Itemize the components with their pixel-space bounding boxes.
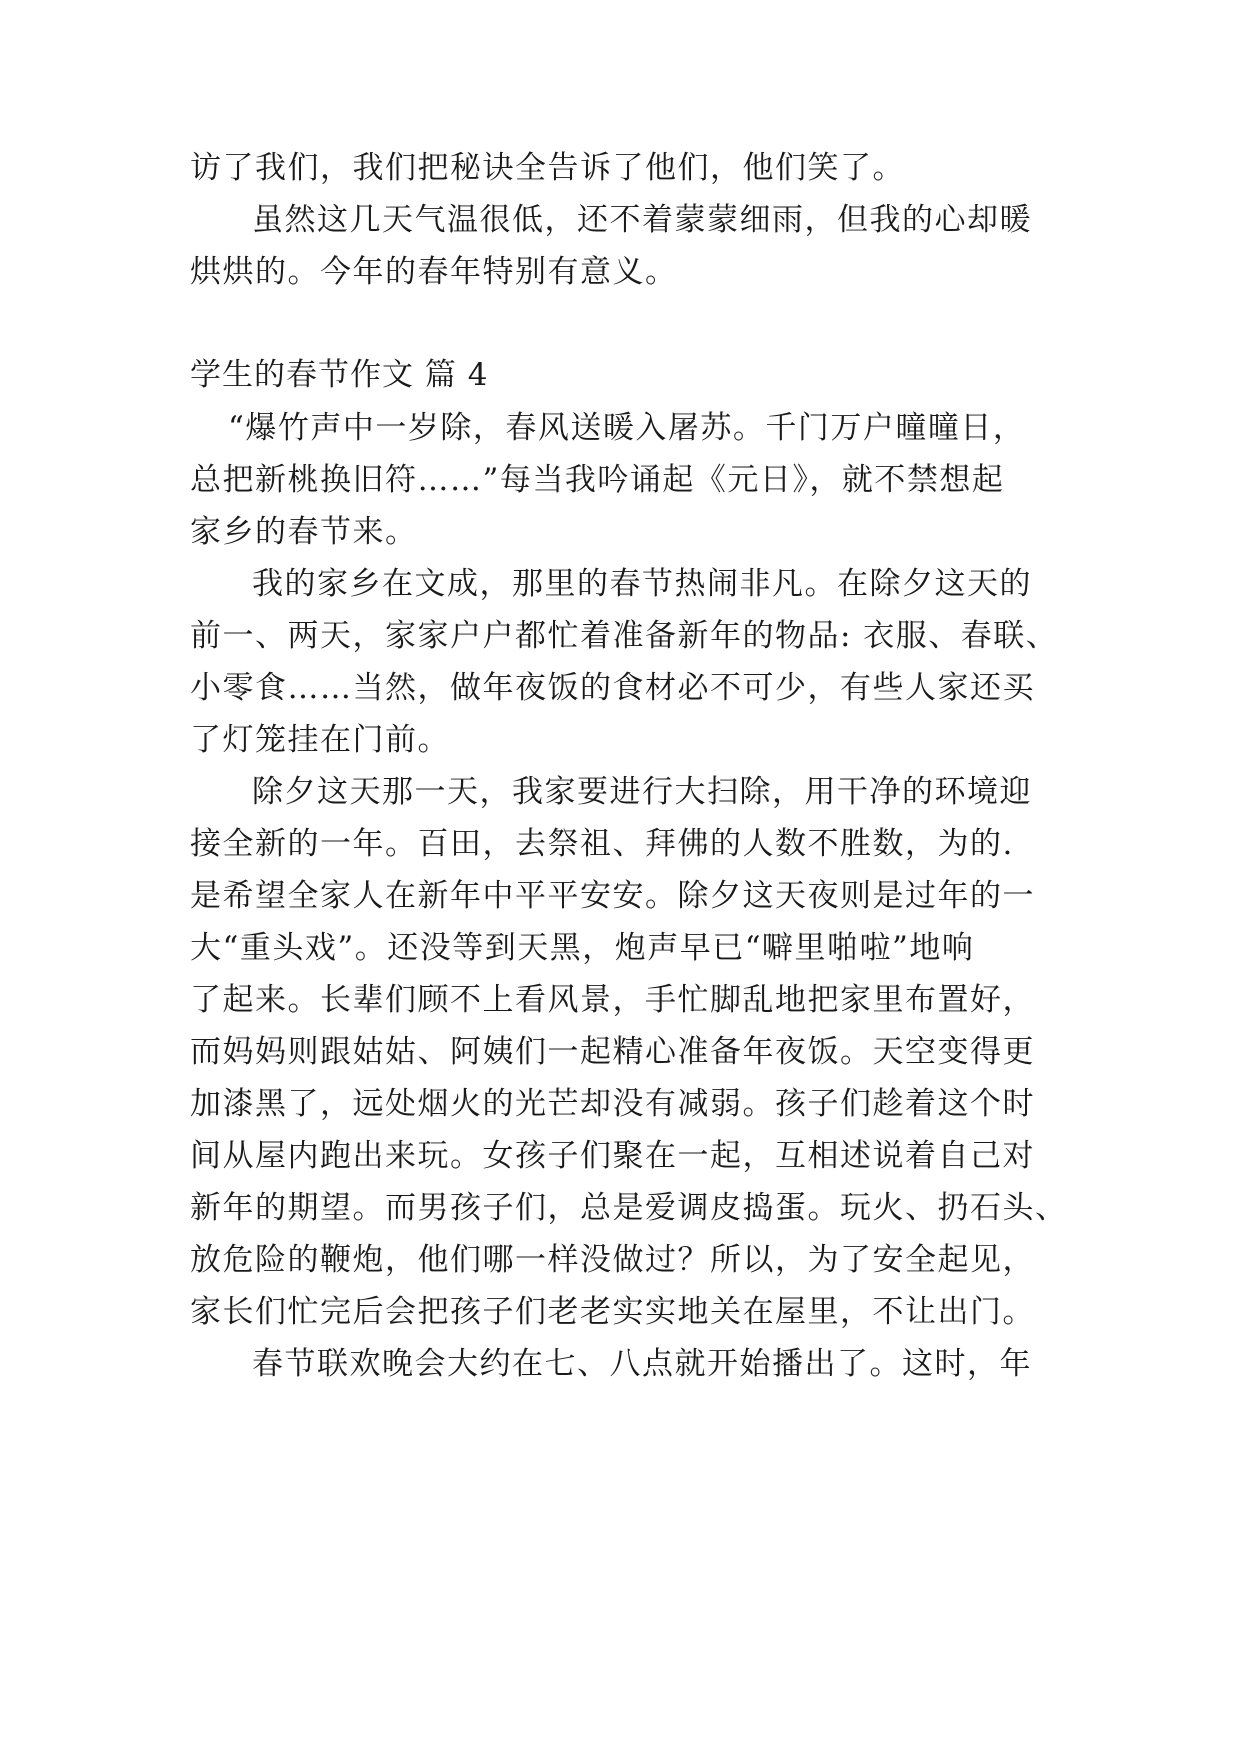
text-line: 大“重头戏”。还没等到天黑，炮声早已“噼里啪啦”地响 <box>190 930 975 966</box>
text-line: 加漆黑了，远处烟火的光芒却没有减弱。孩子们趁着这个时 <box>190 1086 1035 1122</box>
text-line: 除夕这天那一天，我家要进行大扫除，用干净的环境迎 <box>252 774 1032 810</box>
text-line: 放危险的鞭炮，他们哪一样没做过？所以，为了安全起见， <box>190 1242 1035 1278</box>
text-line: 而妈妈则跟姑姑、阿姨们一起精心准备年夜饭。天空变得更 <box>190 1034 1035 1070</box>
text-line: 接全新的一年。百田，去祭祖、拜佛的人数不胜数，为的. <box>190 826 1014 862</box>
text-line: 是希望全家人在新年中平平安安。除夕这天夜则是过年的一 <box>190 878 1035 914</box>
text-line: 了灯笼挂在门前。 <box>190 722 450 758</box>
text-line: “爆竹声中一岁除，春风送暖入屠苏。千门万户曈曈日， <box>228 410 1026 446</box>
text-line: 家乡的春节来。 <box>190 514 418 550</box>
text-line: 虽然这几天气温很低，还不着蒙蒙细雨，但我的心却暖 <box>252 202 1032 238</box>
text-line: 我的家乡在文成，那里的春节热闹非凡。在除夕这天的 <box>252 566 1032 602</box>
text-line: 烘烘的。今年的春年特别有意义。 <box>190 254 678 290</box>
text-line: 前一、两天，家家户户都忙着准备新年的物品: 衣服、春联、 <box>190 618 1059 654</box>
text-line: 新年的期望。而男孩子们，总是爱调皮捣蛋。玩火、扔石头、 <box>190 1190 1068 1226</box>
text-line: 间从屋内跑出来玩。女孩子们聚在一起，互相述说着自己对 <box>190 1138 1035 1174</box>
text-line: 访了我们，我们把秘诀全告诉了他们，他们笑了。 <box>190 150 905 186</box>
text-line: 了起来。长辈们顾不上看风景，手忙脚乱地把家里布置好， <box>190 982 1035 1018</box>
text-line: 总把新桃换旧符……”每当我吟诵起《元日》，就不禁想起 <box>190 462 1005 498</box>
text-line: 小零食……当然，做年夜饭的食材必不可少，有些人家还买 <box>190 670 1035 706</box>
text-line: 春节联欢晚会大约在七、八点就开始播出了。这时，年 <box>252 1346 1032 1382</box>
text-line: 家长们忙完后会把孩子们老老实实地关在屋里，不让出门。 <box>190 1294 1035 1330</box>
section-heading: 学生的春节作文 篇 4 <box>190 357 489 393</box>
